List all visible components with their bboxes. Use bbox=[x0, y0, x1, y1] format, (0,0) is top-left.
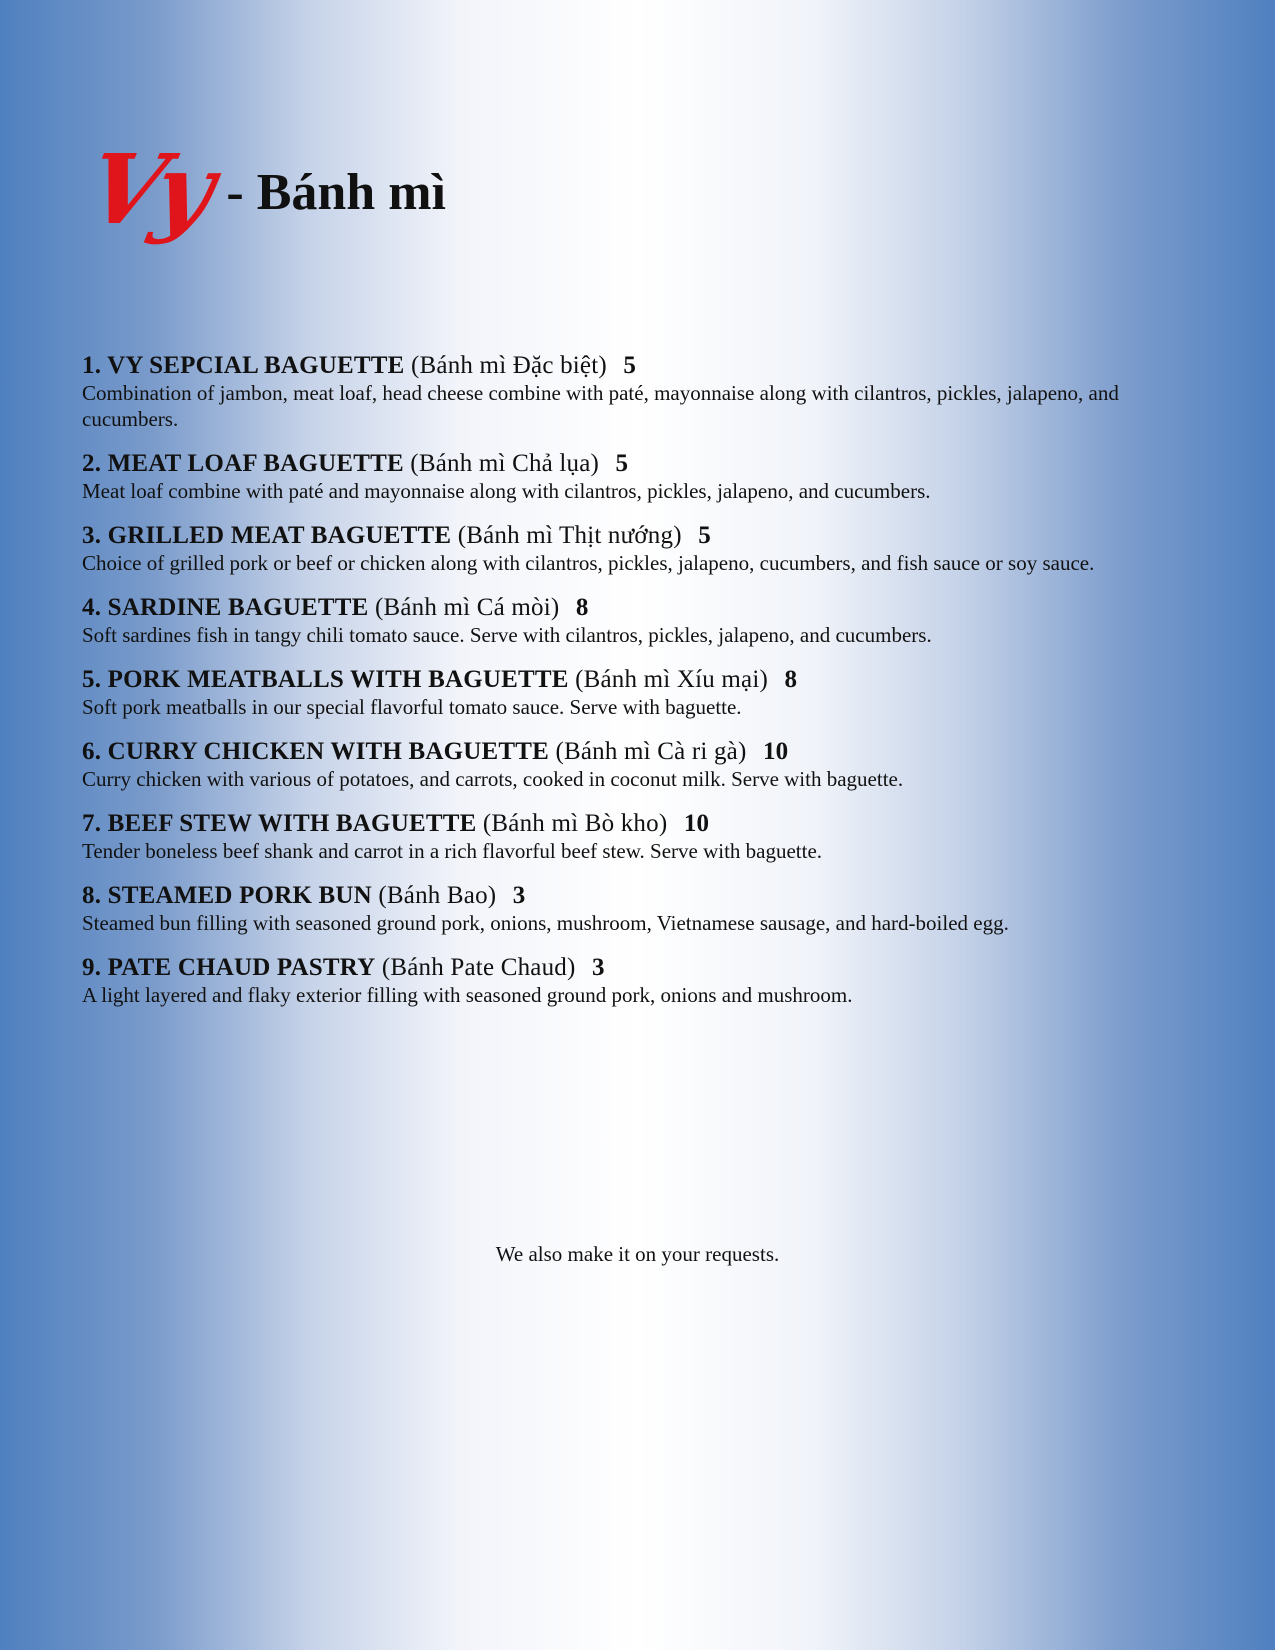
menu-item-heading bbox=[82, 882, 1212, 910]
menu-item-price: 5 bbox=[698, 522, 711, 549]
menu-item-name: 8. STEAMED PORK BUN bbox=[82, 882, 372, 909]
menu-item-name: 7. BEEF STEW WITH BAGUETTE bbox=[82, 810, 477, 837]
menu-item-vietnamese-name: (Bánh Bao) bbox=[378, 882, 497, 909]
menu-item bbox=[82, 738, 1212, 792]
menu-item-vietnamese-name: (Bánh Pate Chaud) bbox=[381, 954, 576, 981]
menu-item-description: A light layered and flaky exterior filling with seasoned ground pork, onions and mushroom. bbox=[82, 983, 853, 1007]
menu-item-description: Tender boneless beef shank and carrot in a rich flavorful beef stew. Serve with baguette. bbox=[82, 839, 823, 863]
menu-item-vietnamese-name: (Bánh mì Thịt nướng) bbox=[457, 522, 682, 549]
menu-item-heading bbox=[82, 522, 1212, 550]
footer-note: We also make it on your requests. bbox=[495, 1242, 780, 1266]
menu-item-vietnamese-name: (Bánh mì Cà ri gà) bbox=[555, 738, 747, 765]
menu-item-vietnamese-name: (Bánh mì Đặc biệt) bbox=[411, 352, 607, 379]
menu-item-price: 8 bbox=[575, 594, 589, 621]
menu-item-name: 1. VY SEPCIAL BAGUETTE bbox=[82, 352, 405, 379]
menu-item-name: 9. PATE CHAUD PASTRY bbox=[82, 954, 376, 981]
menu-item-vietnamese-name: (Bánh mì Cá mòi) bbox=[374, 594, 560, 621]
menu-item-price: 10 bbox=[762, 738, 789, 765]
menu-item-price: 5 bbox=[623, 352, 637, 379]
menu-item bbox=[82, 450, 1212, 504]
menu-item bbox=[82, 522, 1212, 576]
menu-item bbox=[82, 810, 1212, 864]
menu-item bbox=[82, 954, 1212, 1008]
menu-item-name: 2. MEAT LOAF BAGUETTE bbox=[82, 450, 404, 477]
menu-item bbox=[82, 666, 1212, 720]
menu-item-heading bbox=[82, 594, 1212, 622]
menu-list bbox=[82, 352, 1212, 1026]
menu-item-name: 6. CURRY CHICKEN WITH BAGUETTE bbox=[82, 738, 549, 765]
brand-logo: Vy bbox=[78, 133, 221, 246]
menu-item-description: Choice of grilled pork or beef or chicken along with cilantros, pickles, jalapeno, cucumbers, and fish sauce or soy sauce. bbox=[82, 551, 1095, 575]
menu-item-name: 4. SARDINE BAGUETTE bbox=[82, 594, 369, 621]
menu-item-price: 5 bbox=[615, 450, 629, 477]
menu-item-description: Steamed bun filling with seasoned ground pork, onions, mushroom, Vietnamese sausage, and hard-boiled egg. bbox=[82, 911, 1009, 935]
menu-item-description: Soft pork meatballs in our special flavorful tomato sauce. Serve with baguette. bbox=[82, 695, 742, 719]
menu-item bbox=[82, 882, 1212, 936]
menu-item-description: Meat loaf combine with paté and mayonnaise along with cilantros, pickles, jalapeno, and cucumbers. bbox=[82, 479, 931, 503]
menu-item bbox=[82, 352, 1212, 432]
menu-item-name: 5. PORK MEATBALLS WITH BAGUETTE bbox=[82, 666, 569, 693]
menu-item-description: Combination of jambon, meat loaf, head cheese combine with paté, mayonnaise along with cilantros, pickles, jalapeno, and cucumbers. bbox=[82, 381, 1119, 431]
menu-item-heading bbox=[82, 666, 1212, 694]
menu-item-vietnamese-name: (Bánh mì Xíu mại) bbox=[575, 666, 769, 693]
menu-item-heading bbox=[82, 352, 1212, 380]
menu-item-price: 10 bbox=[683, 810, 710, 837]
menu-item-name: 3. GRILLED MEAT BAGUETTE bbox=[82, 522, 452, 549]
menu-item-price: 3 bbox=[591, 954, 605, 981]
menu-item-vietnamese-name: (Bánh mì Bò kho) bbox=[482, 810, 668, 837]
menu-item-price: 3 bbox=[512, 882, 526, 909]
menu-item-heading bbox=[82, 450, 1212, 478]
menu-item-price: 8 bbox=[784, 666, 798, 693]
menu-item-description: Soft sardines fish in tangy chili tomato sauce. Serve with cilantros, pickles, jalapeno, and cucumbers. bbox=[82, 623, 932, 647]
menu-item-description: Curry chicken with various of potatoes, and carrots, cooked in coconut milk. Serve with baguette. bbox=[82, 767, 904, 791]
menu-item-heading bbox=[82, 810, 1212, 838]
menu-header bbox=[78, 130, 446, 250]
page-title: - Bánh mì bbox=[226, 164, 446, 221]
menu-item-vietnamese-name: (Bánh mì Chả lụa) bbox=[410, 450, 600, 477]
menu-item-heading bbox=[82, 738, 1212, 766]
menu-item-heading bbox=[82, 954, 1212, 982]
menu-item bbox=[82, 594, 1212, 648]
